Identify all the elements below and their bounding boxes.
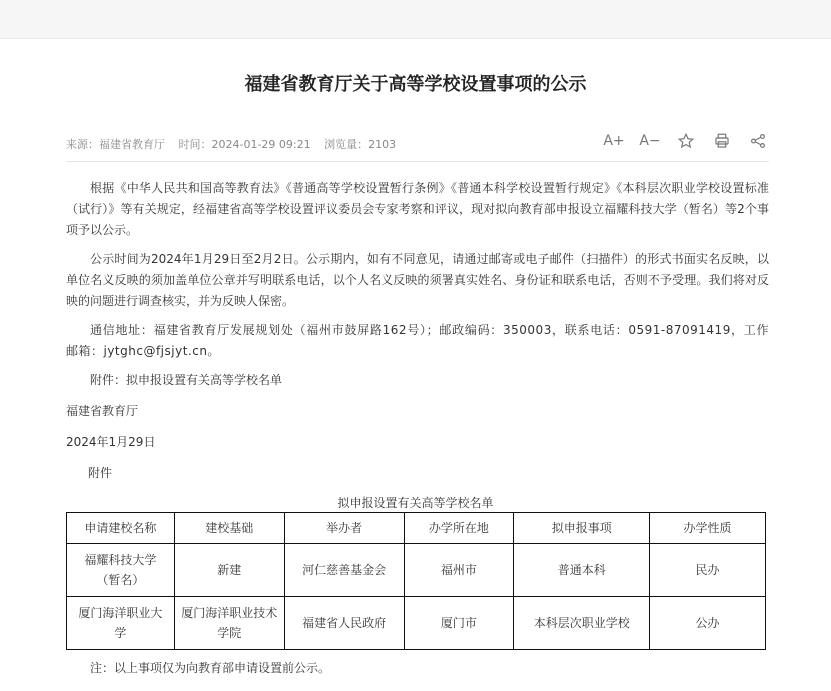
signature: 福建省教育厅: [66, 404, 139, 418]
table-cell: 福耀科技大学（暂名）: [67, 544, 175, 597]
table-cell: 福州市: [404, 544, 514, 597]
meta-source: 来源：福建省教育厅: [66, 138, 165, 151]
school-list-table: [66, 512, 766, 650]
print-icon: [713, 132, 731, 150]
font-decrease-icon: A−: [639, 133, 661, 149]
table-header-row: [67, 513, 766, 544]
font-increase-icon: A+: [603, 133, 625, 149]
table-cell: 福建省人民政府: [284, 597, 404, 650]
footnote: 注：以上事项仅为向教育部申请设置前公示。: [90, 661, 331, 675]
article-toolbar: [603, 131, 769, 151]
font-decrease-button[interactable]: [639, 131, 661, 151]
table-cell: 民办: [650, 544, 766, 597]
publish-date: 2024年1月29日: [66, 435, 156, 449]
paragraph-basis: 根据《中华人民共和国高等教育法》《普通高等学校设置暂行条例》《普通本科学校设置暂行规定》《本科层次职业学校设置标准（试行）》等有关规定，经福建省高等学校设置评议委员会专家考察和评议，现对拟向教育部申报设立福耀科技大学（暂名）等2个事项予以公示。: [66, 181, 769, 237]
article-body: [66, 178, 769, 461]
page-title: 福建省教育厅关于高等学校设置事项的公示: [244, 74, 587, 95]
favorite-button[interactable]: [675, 131, 697, 151]
attachment-label: 附件: [88, 466, 113, 480]
table-cell: 新建: [174, 544, 284, 597]
table-cell: 厦门海洋职业大学: [67, 597, 175, 650]
table-cell: 厦门海洋职业技术学院: [174, 597, 284, 650]
article-meta: [66, 136, 406, 152]
print-button[interactable]: [711, 131, 733, 151]
column-header: 举办者: [284, 513, 404, 544]
column-header: 拟申报事项: [514, 513, 650, 544]
star-icon: [677, 132, 695, 150]
table-title: 拟申报设置有关高等学校名单: [337, 496, 494, 510]
table-cell: 本科层次职业学校: [514, 597, 650, 650]
table-cell: 厦门市: [404, 597, 514, 650]
paragraph-attachment: 附件：拟申报设置有关高等学校名单: [90, 373, 283, 387]
font-increase-button[interactable]: [603, 131, 625, 151]
column-header: 办学所在地: [404, 513, 514, 544]
table-row: [67, 597, 766, 650]
paragraph-contact: 通信地址：福建省教育厅发展规划处（福州市鼓屏路162号）；邮政编码：350003，联系电话：0591-87091419，工作邮箱：jytghc@fjsjyt.cn。: [66, 323, 769, 358]
table-cell: 普通本科: [514, 544, 650, 597]
share-button[interactable]: [747, 131, 769, 151]
column-header: 办学性质: [650, 513, 766, 544]
table-row: [67, 544, 766, 597]
table-cell: 公办: [650, 597, 766, 650]
meta-views: 浏览量：2103: [324, 138, 397, 151]
top-bar: [0, 0, 831, 39]
meta-time: 时间：2024-01-29 09:21: [178, 138, 311, 151]
article-meta-bar: [66, 121, 769, 162]
column-header: 申请建校名称: [67, 513, 175, 544]
share-icon: [749, 132, 767, 150]
column-header: 建校基础: [174, 513, 284, 544]
paragraph-period: 公示时间为2024年1月29日至2月2日。公示期内，如有不同意见，请通过邮寄或电子邮件（扫描件）的形式书面实名反映，以单位名义反映的须加盖单位公章并写明联系电话，以个人名义反映的须署真实姓名、身份证和联系电话，否则不予受理。我们将对反映的问题进行调查核实，并为反映人保密。: [66, 252, 769, 308]
table-cell: 河仁慈善基金会: [284, 544, 404, 597]
